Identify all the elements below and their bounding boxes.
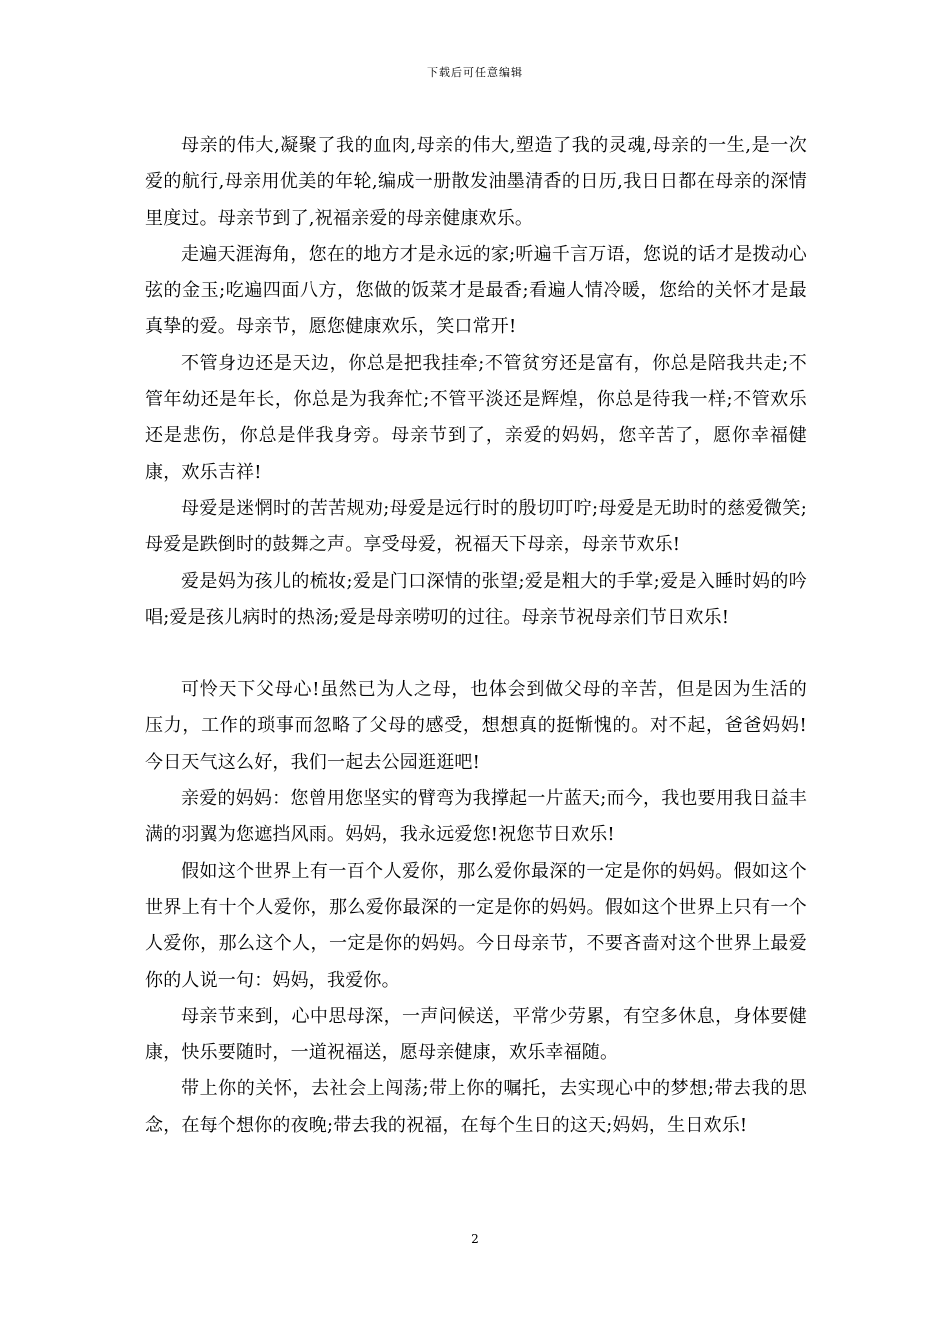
paragraph: 走遍天涯海角，您在的地方才是永远的家;听遍千言万语，您说的话才是拨动心弦的金玉;吃遍四面八方，您做的饭菜才是最香;看遍人情冷暖，您给的关怀才是最真挚的爱。母亲节，愿您健康欢乐，笑口常开!	[145, 243, 807, 338]
paragraph: 爱是妈为孩儿的梳妆;爱是门口深情的张望;爱是粗大的手掌;爱是入睡时妈的吟唱;爱是孩儿病时的热汤;爱是母亲唠叨的过往。母亲节祝母亲们节日欢乐!	[145, 570, 807, 628]
paragraph-gap	[145, 636, 807, 672]
paragraph: 母亲节来到，心中思母深，一声问候送，平常少劳累，有空多休息，身体要健康，快乐要随时，一道祝福送，愿母亲健康，欢乐幸福随。	[145, 1005, 807, 1064]
document-body	[145, 128, 807, 1144]
paragraph: 假如这个世界上有一百个人爱你，那么爱你最深的一定是你的妈妈。假如这个世界上有十个人爱你，那么爱你最深的一定是你的妈妈。假如这个世界上只有一个人爱你，那么这个人，一定是你的妈妈。今日母亲节，不要吝啬对这个世界上最爱你的人说一句：妈妈，我爱你。	[145, 860, 807, 991]
paragraph: 带上你的关怀，去社会上闯荡;带上你的嘱托，去实现心中的梦想;带去我的思念，在每个想你的夜晚;带去我的祝福，在每个生日的这天;妈妈，生日欢乐!	[145, 1078, 807, 1136]
paragraph: 母亲的伟大,凝聚了我的血肉,母亲的伟大,塑造了我的灵魂,母亲的一生,是一次爱的航行,母亲用优美的年轮,编成一册散发油墨清香的日历,我日日都在母亲的深情里度过。母亲节到了,祝福亲爱的母亲健康欢乐。	[145, 135, 807, 229]
paragraph: 不管身边还是天边，你总是把我挂牵;不管贫穷还是富有，你总是陪我共走;不管年幼还是年长，你总是为我奔忙;不管平淡还是辉煌，你总是待我一样;不管欢乐还是悲伤，你总是伴我身旁。母亲节到了，亲爱的妈妈，您辛苦了，愿你幸福健康，欢乐吉祥!	[145, 352, 807, 483]
page-header: 下载后可任意编辑	[427, 66, 523, 79]
paragraph: 可怜天下父母心!虽然已为人之母，也体会到做父母的辛苦，但是因为生活的压力，工作的琐事而忽略了父母的感受，想想真的挺惭愧的。对不起，爸爸妈妈!今日天气这么好，我们一起去公园逛逛吧!	[145, 679, 807, 773]
paragraph: 亲爱的妈妈：您曾用您坚实的臂弯为我撑起一片蓝天;而今，我也要用我日益丰满的羽翼为您遮挡风雨。妈妈，我永远爱您!祝您节日欢乐!	[145, 788, 807, 846]
page-number: 2	[471, 1232, 479, 1246]
paragraph: 母爱是迷惘时的苦苦规劝;母爱是远行时的殷切叮咛;母爱是无助时的慈爱微笑;母爱是跌倒时的鼓舞之声。享受母爱，祝福天下母亲，母亲节欢乐!	[145, 497, 807, 556]
